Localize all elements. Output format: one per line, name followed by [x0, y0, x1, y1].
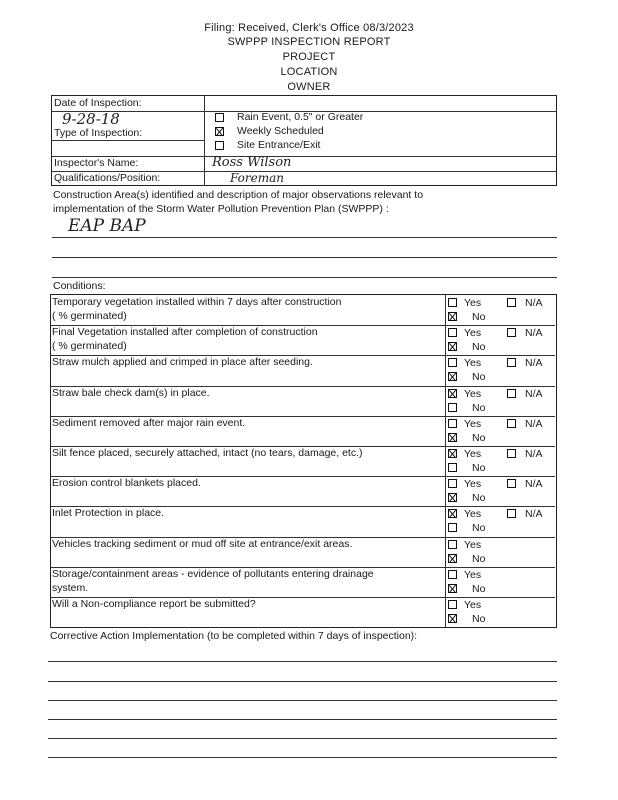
- condition-row: [51, 506, 555, 536]
- no-label: No: [472, 462, 486, 474]
- conditions-table: [50, 294, 557, 628]
- corrective-line: [48, 719, 557, 720]
- no-checkbox[interactable]: [448, 433, 457, 442]
- no-label: No: [472, 431, 486, 444]
- na-checkbox[interactable]: [507, 358, 516, 367]
- construction-label: Construction Area(s) identified and description of major observations relevant to implementation of the Storm Water Pollution Prevention Plan (SWPPP) :: [53, 189, 424, 215]
- date-label: Date of Inspection:: [54, 97, 142, 109]
- condition-row: [51, 355, 555, 385]
- na-label: N/A: [525, 417, 543, 430]
- yes-checkbox[interactable]: [448, 479, 457, 488]
- condition-text: Temporary vegetation installed within 7 days after construction: [52, 296, 342, 308]
- na-checkbox[interactable]: [507, 419, 516, 428]
- yes-checkbox[interactable]: [448, 328, 457, 337]
- yes-checkbox[interactable]: [448, 540, 457, 549]
- notes-line: [52, 237, 557, 238]
- inspector-value[interactable]: Ross Wilson: [212, 155, 292, 170]
- location-heading: LOCATION: [280, 66, 338, 78]
- report-title: SWPPP INSPECTION REPORT: [227, 36, 391, 48]
- no-checkbox[interactable]: [448, 554, 457, 563]
- condition-text: Vehicles tracking sediment or mud off site at entrance/exit areas.: [52, 537, 353, 550]
- yes-label: Yes: [464, 387, 482, 400]
- na-checkbox[interactable]: [507, 298, 516, 307]
- yes-label: Yes: [464, 297, 482, 309]
- inspection-type-label: Rain Event, 0.5" or Greater: [237, 111, 364, 123]
- na-checkbox[interactable]: [507, 449, 516, 458]
- no-label: No: [472, 311, 486, 323]
- conditions-label: Conditions:: [53, 280, 106, 292]
- na-label: N/A: [525, 448, 543, 460]
- inspection-type-label: Site Entrance/Exit: [237, 139, 321, 151]
- inspection-type-checkbox[interactable]: [215, 127, 224, 136]
- condition-text: Silt fence placed, securely attached, intact (no tears, damage, etc.): [52, 447, 363, 459]
- yes-checkbox[interactable]: [448, 449, 457, 458]
- corrective-line: [48, 757, 557, 758]
- condition-text: Erosion control blankets placed.: [52, 477, 201, 490]
- yes-label: Yes: [464, 478, 482, 491]
- no-label: No: [472, 492, 486, 505]
- notes-line: [52, 257, 557, 258]
- inspection-type-label: Weekly Scheduled: [237, 125, 324, 137]
- no-checkbox[interactable]: [448, 403, 457, 412]
- condition-row: [51, 567, 555, 597]
- corrective-line: [48, 681, 557, 682]
- yes-checkbox[interactable]: [448, 600, 457, 609]
- inspection-type-checkbox[interactable]: [215, 113, 224, 122]
- no-label: No: [472, 371, 486, 384]
- no-checkbox[interactable]: [448, 523, 457, 532]
- no-checkbox[interactable]: [448, 342, 457, 351]
- condition-row: [51, 416, 555, 446]
- yes-checkbox[interactable]: [448, 419, 457, 428]
- qualifications-value[interactable]: Foreman: [230, 171, 284, 185]
- no-checkbox[interactable]: [448, 372, 457, 381]
- na-checkbox[interactable]: [507, 479, 516, 488]
- corrective-line: [48, 661, 557, 662]
- notes-line: [52, 277, 557, 278]
- no-label: No: [472, 613, 486, 625]
- condition-text: Straw mulch applied and crimped in place after seeding.: [52, 356, 313, 369]
- yes-label: Yes: [464, 357, 482, 370]
- no-checkbox[interactable]: [448, 584, 457, 593]
- yes-checkbox[interactable]: [448, 570, 457, 579]
- na-label: N/A: [525, 327, 543, 340]
- no-checkbox[interactable]: [448, 614, 457, 623]
- no-label: No: [472, 401, 486, 414]
- no-checkbox[interactable]: [448, 312, 457, 321]
- no-checkbox[interactable]: [448, 463, 457, 472]
- yes-label: Yes: [464, 599, 482, 611]
- inspector-label: Inspector's Name:: [54, 157, 139, 169]
- yes-label: Yes: [464, 538, 482, 551]
- yes-label: Yes: [464, 508, 482, 521]
- condition-row: [51, 295, 555, 325]
- na-checkbox[interactable]: [507, 389, 516, 398]
- no-checkbox[interactable]: [448, 493, 457, 502]
- construction-notes[interactable]: EAP BAP: [68, 216, 146, 236]
- na-checkbox[interactable]: [507, 509, 516, 518]
- na-label: N/A: [525, 478, 543, 491]
- owner-heading: OWNER: [287, 81, 331, 93]
- no-label: No: [472, 522, 486, 535]
- condition-row: [51, 386, 555, 416]
- corrective-label: Corrective Action Implementation (to be completed within 7 days of inspection):: [50, 630, 418, 642]
- yes-label: Yes: [464, 327, 482, 340]
- condition-text: Will a Non-compliance report be submitted?: [52, 598, 256, 610]
- no-label: No: [472, 582, 486, 595]
- yes-label: Yes: [464, 568, 482, 581]
- project-heading: PROJECT: [282, 51, 336, 63]
- filing-stamp: Filing: Received, Clerk's Office 08/3/2023: [204, 22, 414, 34]
- qualifications-label: Qualifications/Position:: [54, 172, 161, 184]
- info-block: [51, 95, 557, 186]
- yes-checkbox[interactable]: [448, 509, 457, 518]
- condition-text: Straw bale check dam(s) in place.: [52, 386, 210, 399]
- date-value[interactable]: 9-28-18: [62, 110, 120, 128]
- condition-text-line2: ( % germinated): [52, 340, 127, 353]
- no-label: No: [472, 552, 486, 565]
- condition-row: [51, 476, 555, 506]
- condition-text: Storage/containment areas - evidence of pollutants entering drainage: [52, 567, 374, 580]
- yes-checkbox[interactable]: [448, 358, 457, 367]
- condition-text: Final Vegetation installed after completion of construction: [52, 326, 318, 339]
- condition-text: Inlet Protection in place.: [52, 507, 165, 520]
- yes-checkbox[interactable]: [448, 298, 457, 307]
- na-label: N/A: [525, 357, 543, 370]
- condition-text-line2: system.: [52, 581, 89, 594]
- condition-row: [51, 325, 555, 355]
- inspection-type-checkbox[interactable]: [215, 141, 224, 150]
- condition-text-line2: ( % germinated): [52, 310, 127, 322]
- na-label: N/A: [525, 297, 543, 309]
- corrective-line: [48, 738, 557, 739]
- yes-checkbox[interactable]: [448, 389, 457, 398]
- type-label: Type of Inspection:: [54, 127, 143, 139]
- condition-row: [51, 537, 555, 567]
- condition-row: [51, 597, 555, 627]
- corrective-line: [48, 700, 557, 701]
- condition-text: Sediment removed after major rain event.: [52, 416, 246, 429]
- no-label: No: [472, 341, 486, 354]
- condition-row: [51, 446, 555, 476]
- yes-label: Yes: [464, 448, 482, 460]
- yes-label: Yes: [464, 417, 482, 430]
- na-label: N/A: [525, 508, 543, 521]
- na-checkbox[interactable]: [507, 328, 516, 337]
- na-label: N/A: [525, 387, 543, 400]
